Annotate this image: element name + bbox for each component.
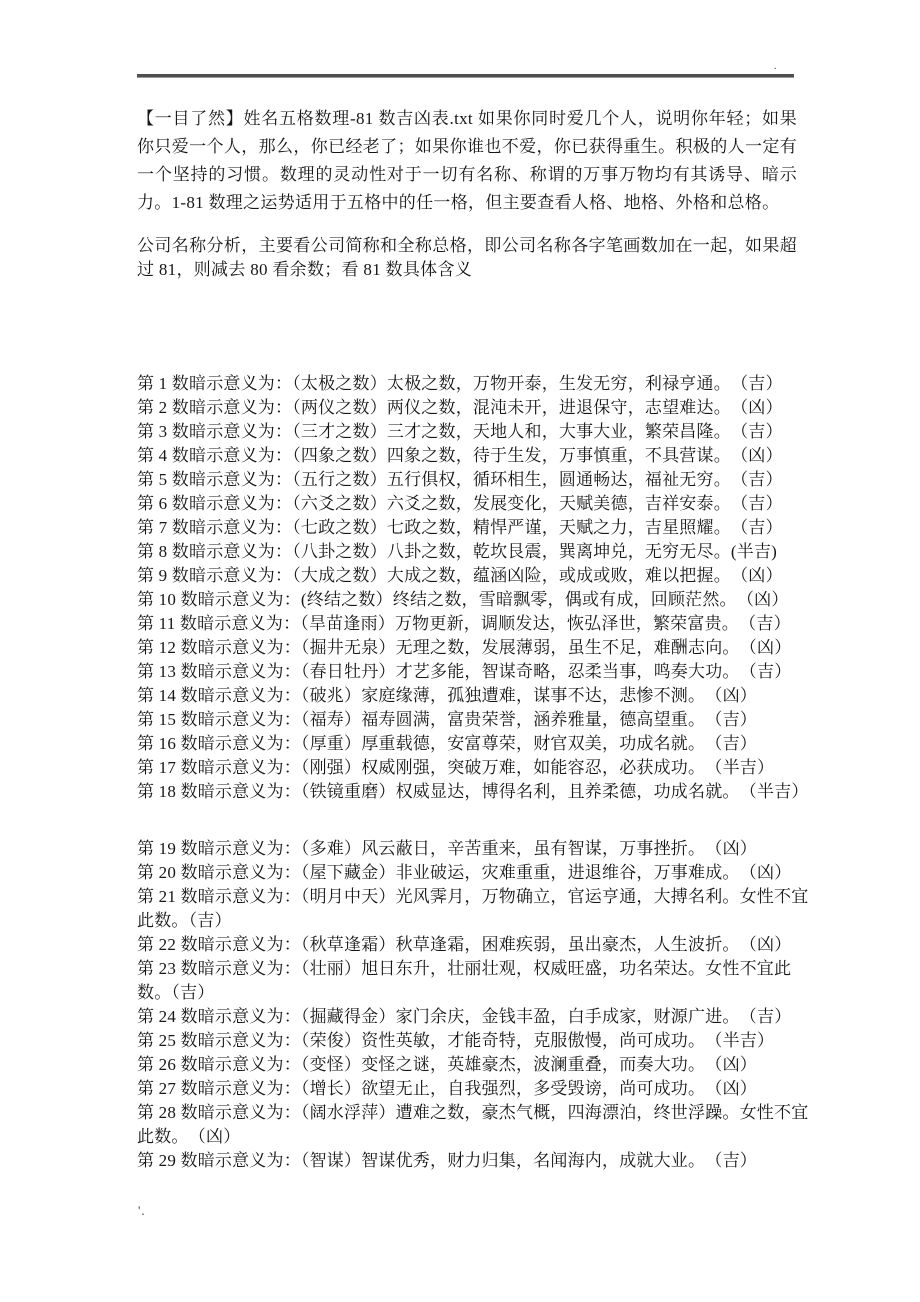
numerology-item-5: 第 5 数暗示意义为：（五行之数）五行俱权，循环相生，圆通畅达，福祉无穷。 （吉） — [137, 470, 783, 489]
numerology-item-16: 第 16 数暗示意义为：（厚重）厚重载德，安富尊荣，财官双美，功成名就。 （吉） — [137, 734, 757, 753]
numerology-list-19-29 — [137, 837, 813, 1173]
numerology-item-21: 第 21 数暗示意义为：（明月中天）光风霁月，万物确立，官运亨通，大搏名利。女性不宜此数。（吉） — [137, 887, 809, 930]
numerology-item-29: 第 29 数暗示意义为：（智谋）智谋优秀，财力归集，名闻海内，成就大业。 （吉） — [137, 1151, 757, 1170]
numerology-item-27: 第 27 数暗示意义为：（增长）欲望无止，自我强烈，多受毁谤，尚可成功。 （凶） — [137, 1079, 757, 1098]
numerology-item-18: 第 18 数暗示意义为：（铁镜重磨）权威显达，博得名利，且养柔德，功成名就。 （半吉） — [137, 782, 809, 801]
footer-mark: '. — [138, 1203, 146, 1218]
numerology-item-17: 第 17 数暗示意义为：（刚强）权威刚强，突破万难，如能容忍，必获成功。 （半吉） — [137, 758, 775, 777]
numerology-item-24: 第 24 数暗示意义为：（掘藏得金）家门余庆，金钱丰盈，白手成家，财源广进。 （吉） — [137, 1007, 792, 1026]
numerology-item-12: 第 12 数暗示意义为：（掘井无泉）无理之数，发展薄弱，虽生不足，难酬志向。 （凶） — [137, 638, 792, 657]
intro-paragraph-1: 【一目了然】姓名五格数理-81 数吉凶表.txt 如果你同时爱几个人，说明你年轻；如果你只爱一个人，那么，你已经老了；如果你谁也不爱，你已获得重生。积极的人一定有一个坚持的习惯。数理的灵动性对于一切有名称、称谓的万事万物均有其诱导、暗示力。1-81 数理之运势适用于五格中的任一格，但主要查看人格、地格、外格和总格。 — [137, 109, 797, 212]
numerology-item-4: 第 4 数暗示意义为：（四象之数）四象之数，待于生发，万事慎重，不具营谋。 （凶） — [137, 446, 783, 465]
numerology-item-8: 第 8 数暗示意义为：（八卦之数）八卦之数，乾坎艮震，巽离坤兑，无穷无尽。(半吉) — [137, 542, 778, 561]
numerology-item-2: 第 2 数暗示意义为：（两仪之数）两仪之数，混沌未开，进退保守，志望难达。 （凶） — [137, 398, 783, 417]
numerology-item-1: 第 1 数暗示意义为：（太极之数）太极之数，万物开泰，生发无穷，利禄亨通。 （吉） — [137, 374, 783, 393]
header-divider-line — [137, 74, 794, 78]
numerology-item-28: 第 28 数暗示意义为：（阔水浮萍）遭难之数，豪杰气概，四海漂泊，终世浮躁。女性不宜此数。 （凶） — [137, 1103, 809, 1146]
intro-paragraph-2: 公司名称分析，主要看公司简称和全称总格，即公司名称各字笔画数加在一起，如果超过 81，则减去 80 看余数；看 81 数具体含义 — [137, 236, 797, 279]
numerology-item-3: 第 3 数暗示意义为：（三才之数）三才之数，天地人和，大事大业，繁荣昌隆。 （吉） — [137, 422, 783, 441]
numerology-item-13: 第 13 数暗示意义为：（春日牡丹）才艺多能，智谋奇略，忍柔当事，鸣奏大功。 （吉） — [137, 662, 792, 681]
numerology-item-6: 第 6 数暗示意义为：（六爻之数）六爻之数，发展变化，天赋美德，吉祥安泰。 （吉） — [137, 494, 783, 513]
numerology-item-15: 第 15 数暗示意义为：（福寿）福寿圆满，富贵荣誉，涵养雅量，德高望重。 （吉） — [137, 710, 757, 729]
numerology-item-26: 第 26 数暗示意义为：（变怪）变怪之谜，英雄豪杰，波澜重叠，而奏大功。 （凶） — [137, 1055, 757, 1074]
numerology-item-25: 第 25 数暗示意义为：（荣俊）资性英敏，才能奇特，克服傲慢，尚可成功。 （半吉） — [137, 1031, 775, 1050]
numerology-item-19: 第 19 数暗示意义为：（多难）风云蔽日，辛苦重来，虽有智谋，万事挫折。 （凶） — [137, 839, 757, 858]
header-corner-mark: . — [774, 61, 777, 72]
numerology-list-1-18 — [137, 372, 813, 804]
numerology-item-10: 第 10 数暗示意义为：(终结之数）终结之数，雪暗飘零，偶或有成，回顾茫然。 （凶） — [137, 590, 789, 609]
numerology-item-23: 第 23 数暗示意义为：（壮丽）旭日东升，壮丽壮观，权威旺盛，功名荣达。女性不宜此数。（吉） — [137, 959, 792, 1002]
numerology-item-11: 第 11 数暗示意义为：（旱苗逢雨）万物更新，调顺发达，恢弘泽世，繁荣富贵。 （吉） — [137, 614, 791, 633]
numerology-item-22: 第 22 数暗示意义为：（秋草逢霜）秋草逢霜，困难疾弱，虽出豪杰，人生波折。 （凶） — [137, 935, 792, 954]
numerology-item-9: 第 9 数暗示意义为：（大成之数）大成之数，蕴涵凶险，或成或败，难以把握。 （凶） — [137, 566, 783, 585]
numerology-item-7: 第 7 数暗示意义为：（七政之数）七政之数，精悍严谨，天赋之力，吉星照耀。 （吉） — [137, 518, 783, 537]
numerology-item-14: 第 14 数暗示意义为：（破兆）家庭缘薄，孤独遭难，谋事不达，悲惨不测。 （凶） — [137, 686, 757, 705]
numerology-item-20: 第 20 数暗示意义为：（屋下藏金）非业破运，灾难重重，进退维谷，万事难成。 （凶） — [137, 863, 792, 882]
